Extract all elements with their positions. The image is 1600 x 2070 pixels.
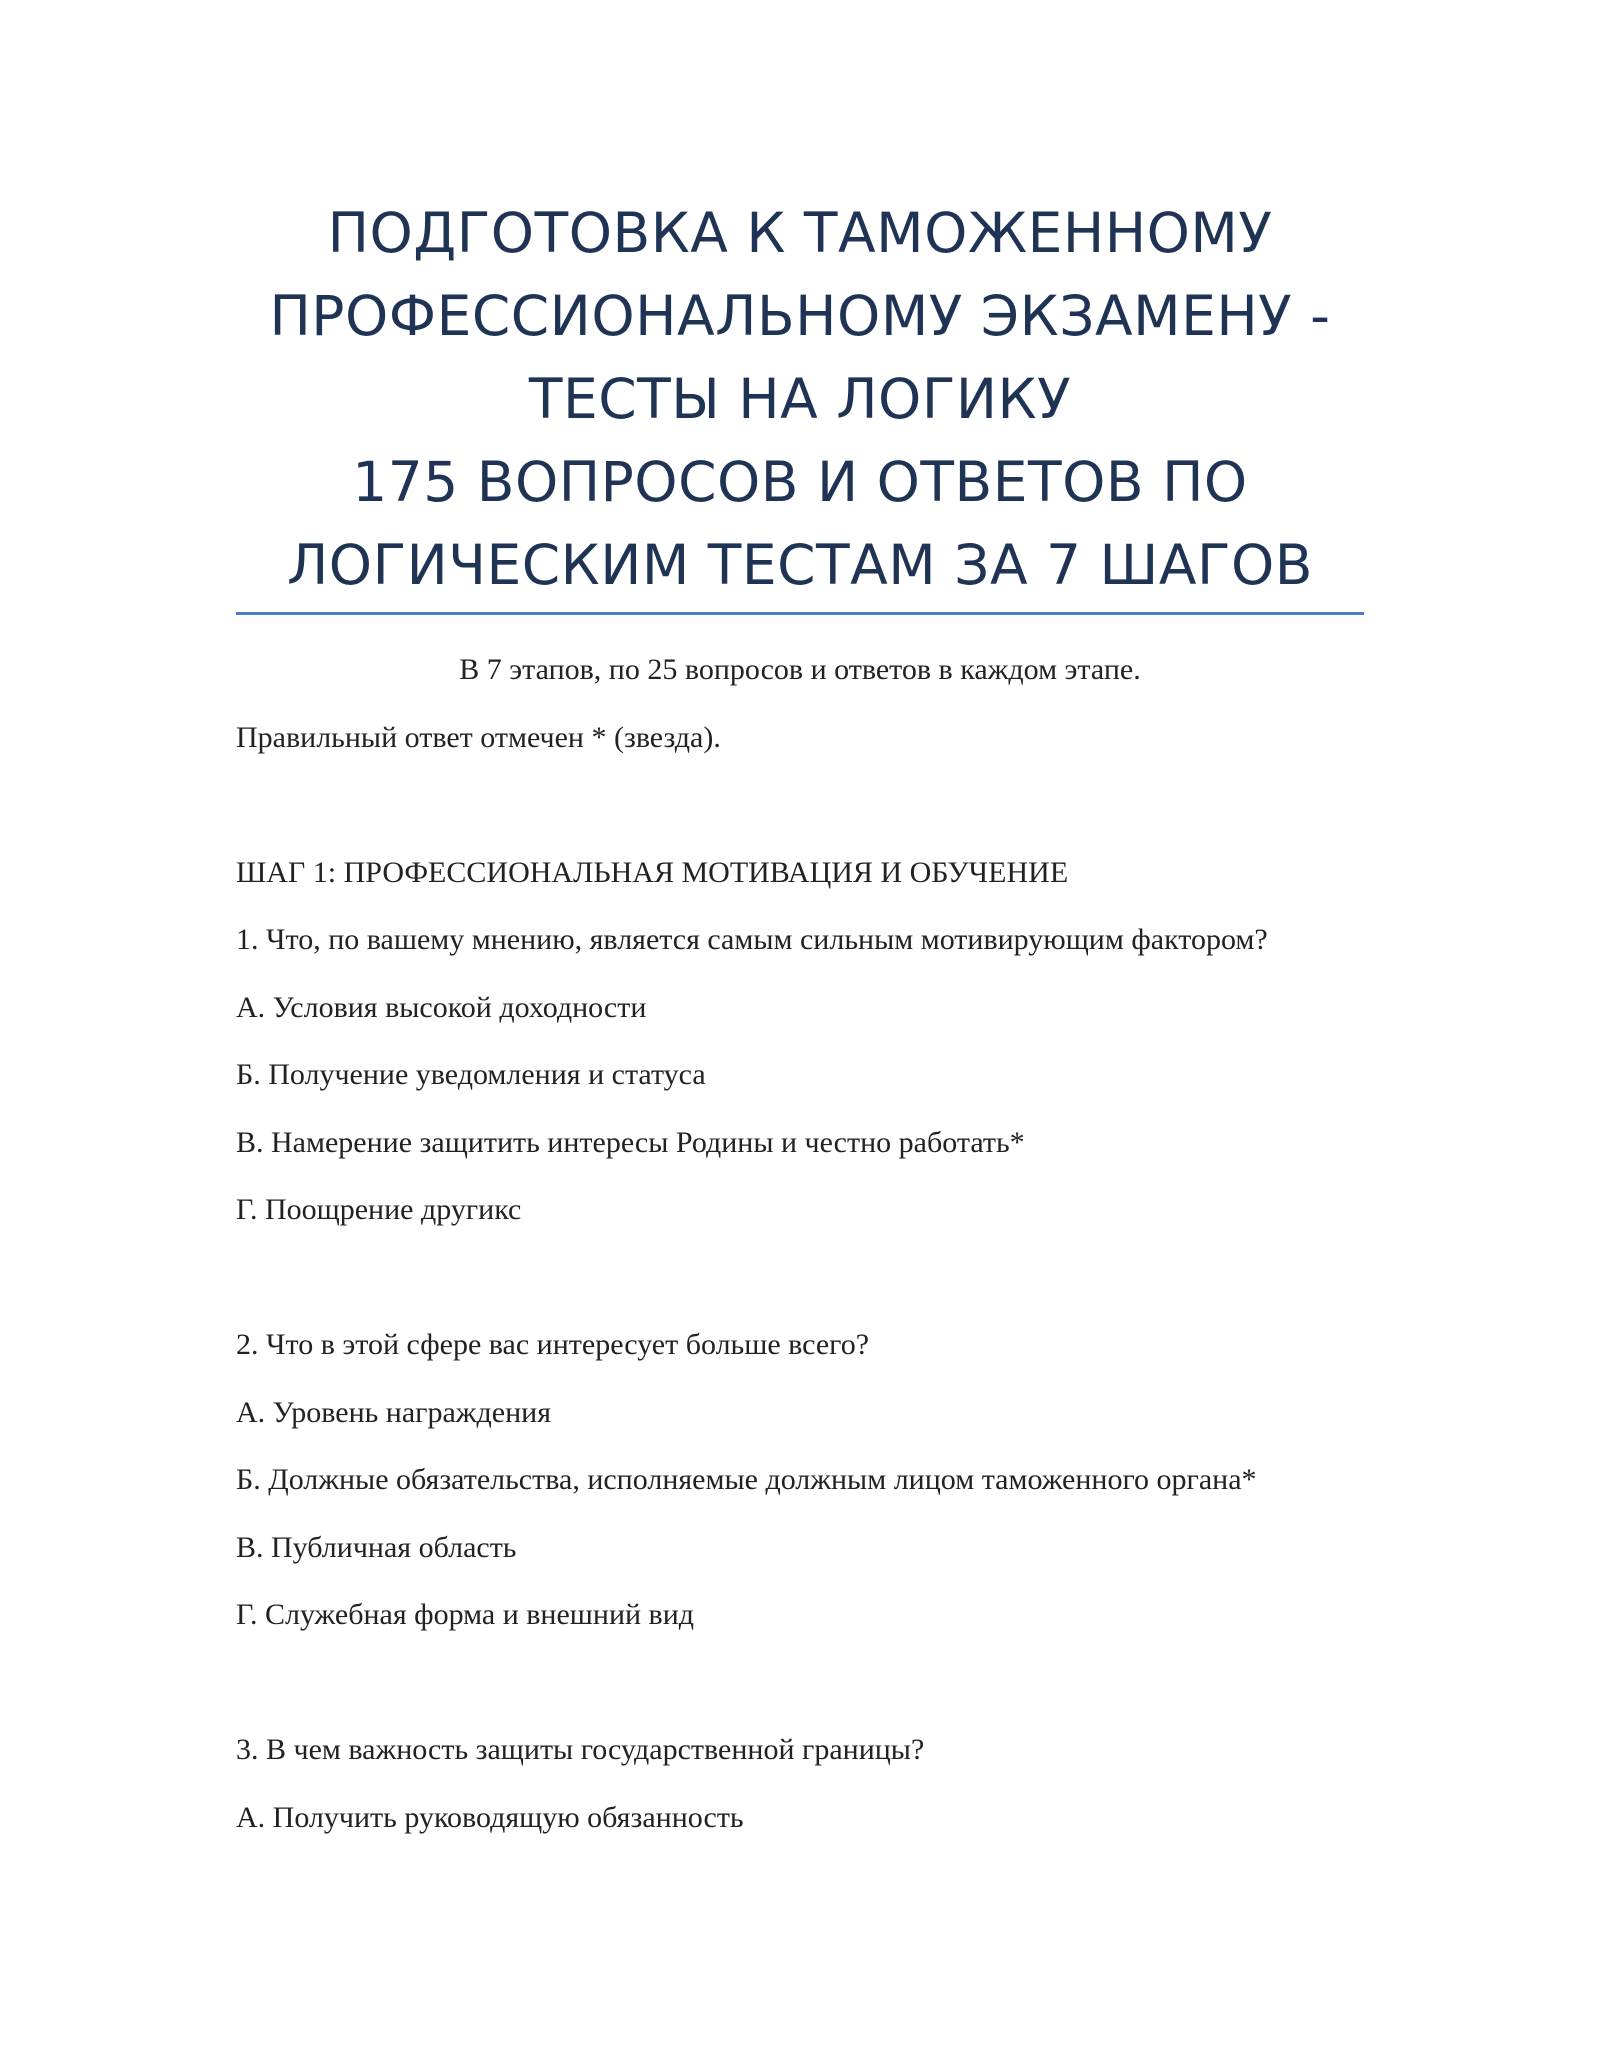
answer-option: Г. Поощрение другикс — [236, 1193, 522, 1226]
title-line: 175 ВОПРОСОВ И ОТВЕТОВ ПО — [352, 450, 1248, 514]
title-line: ЛОГИЧЕСКИМ ТЕСТАМ ЗА 7 ШАГОВ — [286, 533, 1314, 597]
title-underline-rule — [236, 612, 1364, 615]
document-title — [236, 192, 1364, 607]
intro-legend-text: Правильный ответ отмечен * (звезда). — [236, 721, 721, 754]
question-text: 3. В чем важность защиты государственной границы? — [236, 1733, 925, 1766]
title-line: ПОДГОТОВКА К ТАМОЖЕННОМУ — [327, 201, 1273, 265]
answer-option-correct: Б. Должные обязательства, исполняемые должным лицом таможенного органа* — [236, 1463, 1257, 1496]
answer-option: А. Уровень награждения — [236, 1396, 552, 1429]
question-text: 1. Что, по вашему мнению, является самым сильным мотивирующим фактором? — [236, 923, 1268, 956]
answer-option-correct: В. Намерение защитить интересы Родины и честно работать* — [236, 1126, 1025, 1159]
step-heading: ШАГ 1: ПРОФЕССИОНАЛЬНАЯ МОТИВАЦИЯ И ОБУЧЕНИЕ — [236, 856, 1069, 889]
answer-option: Г. Служебная форма и внешний вид — [236, 1598, 695, 1631]
intro-stages-text: В 7 этапов, по 25 вопросов и ответов в каждом этапе. — [459, 653, 1141, 686]
answer-option: Б. Получение уведомления и статуса — [236, 1058, 706, 1091]
answer-option: А. Условия высокой доходности — [236, 991, 647, 1024]
answer-option: В. Публичная область — [236, 1531, 517, 1564]
title-line: ТЕСТЫ НА ЛОГИКУ — [528, 367, 1072, 431]
title-line: ПРОФЕССИОНАЛЬНОМУ ЭКЗАМЕНУ - — [269, 284, 1331, 348]
answer-option: А. Получить руководящую обязанность — [236, 1801, 744, 1834]
question-text: 2. Что в этой сфере вас интересует больше всего? — [236, 1328, 870, 1361]
